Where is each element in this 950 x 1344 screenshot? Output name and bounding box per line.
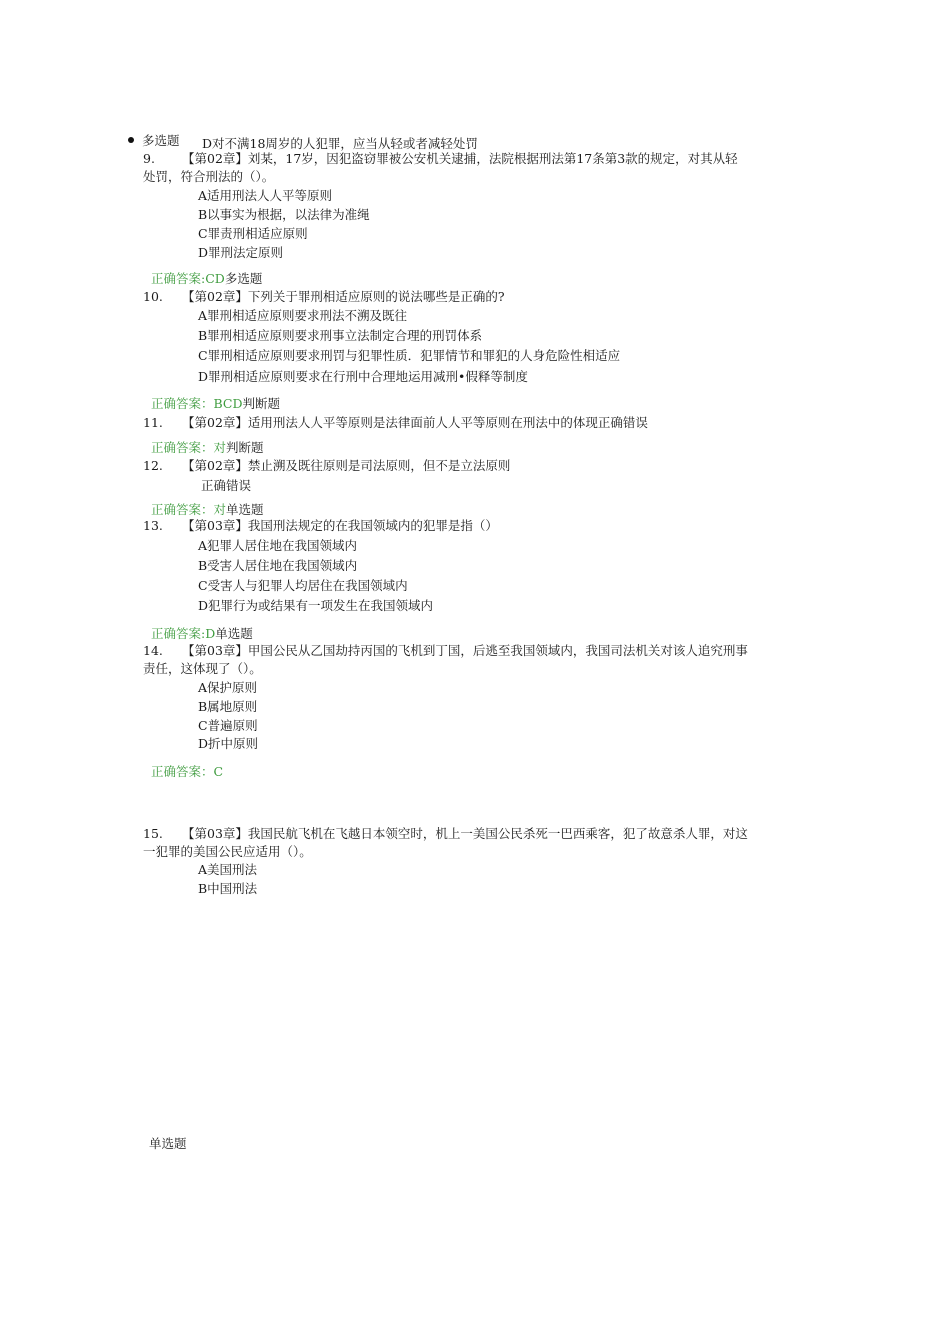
question-text: 【第03章】甲国公民从乙国劫持丙国的飞机到丁国，后逃至我国领域内，我国司法机关对该人追究刑事	[182, 643, 748, 658]
option-a: A美国刑法	[198, 862, 258, 877]
option-b: B以事实为根据，以法律为准绳	[198, 207, 370, 222]
clipped-header-line	[142, 131, 702, 151]
question-type-label: 多选题	[142, 133, 180, 148]
option-b: B属地原则	[198, 699, 258, 714]
question-number: 12.	[143, 458, 163, 473]
next-question-type: 判断题	[226, 440, 264, 455]
question-text: 【第02章】禁止溯及既往原则是司法原则，但不是立法原则	[182, 458, 511, 473]
question-text: 【第03章】我国民航飞机在飞越日本领空时，机上一美国公民杀死一巴西乘客，犯了故意杀人罪，对这	[182, 826, 748, 841]
option-c: C受害人与犯罪人均居住在我国领域内	[198, 578, 408, 593]
question-number: 11.	[143, 415, 163, 430]
option-c: C罪责刑相适应原则	[198, 226, 308, 241]
next-question-type: 单选题	[226, 502, 264, 517]
answer-line	[151, 269, 262, 288]
next-question-type: 单选题	[215, 626, 253, 641]
option-a: A罪刑相适应原则要求刑法不溯及既往	[198, 308, 408, 323]
option-c: C罪刑相适应原则要求刑罚与犯罪性质．犯罪情节和罪犯的人身危险性相适应	[198, 348, 621, 363]
option-a: A适用刑法人人平等原则	[198, 188, 333, 203]
correct-answer: 正确答案:D	[151, 626, 216, 641]
option-b: B罪刑相适应原则要求刑事立法制定合理的刑罚体系	[198, 328, 483, 343]
correct-answer: 正确答案：对	[151, 502, 227, 517]
answer-line	[151, 394, 280, 413]
correct-answer: 正确答案:CD	[151, 271, 225, 286]
question-text: 【第02章】适用刑法人人平等原则是法律面前人人平等原则在刑法中的体现正确错误	[182, 415, 648, 430]
answer-line	[151, 762, 223, 781]
option-a: A保护原则	[198, 680, 258, 695]
option-b: B受害人居住地在我国领域内	[198, 558, 358, 573]
option-d: D罪刑相适应原则要求在行刑中合理地运用减刑•假释等制度	[198, 369, 528, 384]
question-text: 【第02章】下列关于罪刑相适应原则的说法哪些是正确的?	[182, 289, 505, 304]
question-text: 【第03章】我国刑法规定的在我国领域内的犯罪是指（）	[182, 518, 498, 533]
true-false-choices: 正确错误	[201, 478, 252, 493]
question-text-continued: 责任，这体现了（）。	[143, 661, 262, 676]
option-d: D折中原则	[198, 736, 259, 751]
question-number: 15.	[143, 826, 163, 841]
question-number: 10.	[143, 289, 163, 304]
option-a: A犯罪人居住地在我国领域内	[198, 538, 358, 553]
clipped-option-text: D对不满18周岁的人犯罪，应当从轻或者减轻处罚	[202, 136, 478, 151]
question-type-label: 单选题	[149, 1136, 187, 1151]
correct-answer: 正确答案：C	[151, 764, 224, 779]
question-number: 14.	[143, 643, 163, 658]
answer-line	[151, 438, 264, 457]
option-b: B中国刑法	[198, 881, 258, 896]
option-c: C普遍原则	[198, 718, 258, 733]
option-d: D犯罪行为或结果有一项发生在我国领域内	[198, 598, 434, 613]
correct-answer: 正确答案：BCD	[151, 396, 243, 411]
correct-answer: 正确答案：对	[151, 440, 227, 455]
next-question-type: 判断题	[242, 396, 281, 411]
question-number: 9.	[143, 151, 155, 166]
next-question-type: 多选题	[224, 271, 263, 286]
question-number: 13.	[143, 518, 163, 533]
question-text: 【第02章】刘某，17岁，因犯盗窃罪被公安机关逮捕，法院根据刑法第17条第3款的规定，对其从轻	[182, 151, 738, 166]
question-text-continued: 处罚，符合刑法的（）。	[143, 169, 275, 184]
question-text-continued: 一犯罪的美国公民应适用（）。	[143, 844, 312, 859]
option-d: D罪刑法定原则	[198, 245, 284, 260]
list-bullet	[128, 137, 134, 143]
